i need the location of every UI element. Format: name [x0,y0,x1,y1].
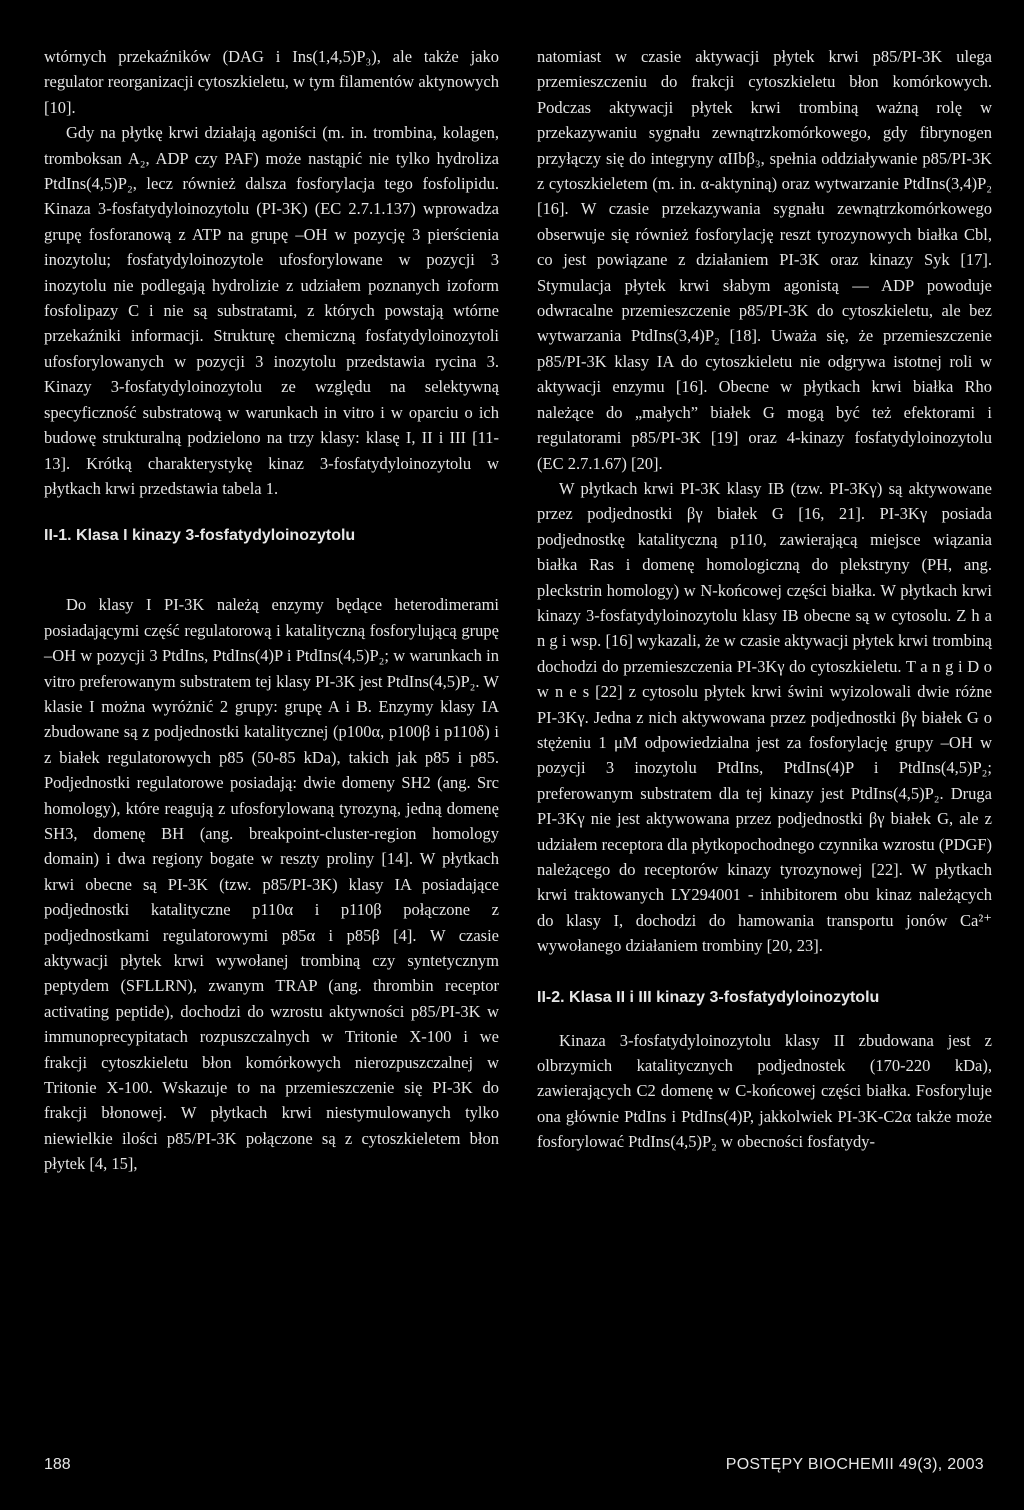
section-heading: II-2. Klasa II i III kinazy 3-fosfatydyloinozytolu [537,988,880,1006]
journal-name: POSTĘPY BIOCHEMII 49(3), 2003 [725,1456,984,1473]
paragraph: W płytkach krwi PI-3K klasy IB (tzw. PI-3Kγ) są aktywowane przez podjednostki βγ białek G [16, 21]. PI-3Kγ posiada podjednostkę katalityczną p110, zawierającą miejsce wiązania białka Ras i domenę homologiczną do plekstryny (PH, ang. pleckstrin homology) w N-końcowej części białka. W płytkach krwi kinazy 3-fosfatydyloinozytolu klasy IB obecne są w cytosolu. Z h a n g i wsp. [16] wykazali, że w czasie aktywacji płytek krwi trombiną dochodzi do przemieszczenia PI-3Kγ do cytoszkieletu. T a n g i D o w n e s [22] z cytosolu płytek krwi świni wyizolowali dwie różne PI-3Kγ. Jedna z nich aktywowana przez podjednostki βγ białek G o stężeniu 1 μM odpowiedzialna jest za fosforylację grupy –OH w pozycji 3 inozytolu PtdIns, PtdIns(4)P i PtdIns(4,5)P₂; preferowanym substratem dla tej kinazy jest PtdIns(4,5)P₂. Druga PI-3Kγ nie jest aktywowana przez podjednostki βγ białek G, ale z udziałem receptora dla płytkopochodnego czynnika wzrostu (PDGF) należącego do receptorów kinazy tyrozynowej [22]. W płytkach krwi traktowanych LY294001 - inhibitorem obu kinaz należących do klasy I, dochodzi do hamowania transportu jonów Ca²⁺ wywołanego działaniem trombiny [20, 23]. [537,478,992,956]
paragraph: Do klasy I PI-3K należą enzymy będące heterodimerami posiadającymi część regulatorową i katalityczną fosforylującą grupę –OH w pozycji 3 PtdIns, PtdIns(4)P i PtdIns(4,5)P₂; w warunkach in vitro preferowanym substratem tej klasy PI-3K jest PtdIns(4,5)P₂. W klasie I można wyróżnić 2 grupy: grupę A i B. Enzymy klasy IA zbudowane są z podjednostki katalitycznej (p100α, p100β i p110δ) i z białek regulatorowych p85 (50-85 kDa), takich jak p85 i p85. Podjednostki regulatorowe posiadają: dwie domeny SH2 (ang. Src homology), które reagują z ufosforylowaną tyrozyną, jedną domenę SH3, domenę BH (ang. breakpoint-cluster-region homology domain) i dwa regiony bogate w reszty proliny [14]. W płytkach krwi obecne są PI-3K (tzw. p85/PI-3K) klasy IA posiadające podjednostki katalityczne p110α i p110β połączone z podjednostkami regulatorowymi p85α i p85β [4]. W czasie aktywacji płytek krwi wywołanej trombiną czy syntetycznym peptydem (SFLLRN), zwanym TRAP (ang. thrombin receptor activating peptide), dochodzi do wzrostu aktywności p85/PI-3K w immunoprecypitatach rozpuszczalnych w Tritonie X-100 i we frakcji cytoszkieletu błon komórkowych nierozpuszczalnej w Tritonie X-100. Wskazuje to na przemieszczenie się PI-3K do frakcji błonowej. W płytkach krwi niestymulowanych tylko niewielkie ilości p85/PI-3K połączone są z cytoszkieletem błon płytek [4, 15], [44,595,499,1174]
paragraph: natomiast w czasie aktywacji płytek krwi p85/PI-3K ulega przemieszczeniu do frakcji cytoszkieletu błon komórkowych. Podczas aktywacji płytek krwi trombiną ważną rolę w przekazywaniu sygnału zewnątrzkomórkowego, gdy fibrynogen przyłączy się do integryny αIIbβ₃, spełnia oddziaływanie p85/PI-3K z cytoszkieletem (m. in. α-aktyniną) oraz wytwarzanie PtdIns(3,4)P₂ [16]. W czasie przekazywania sygnału zewnątrzkomórkowego obserwuje się również fosforylację reszt tyrozynowych białka Cbl, co jest powiązane z działaniem PI-3K oraz kinazy Syk [17]. Stymulacja płytek krwi słabym agonistą — ADP powoduje odwracalne przemieszczenie p85/PI-3K do cytoszkieletu, ale bez wytwarzania PtdIns(3,4)P₂ [18]. Uważa się, że przemieszczenie p85/PI-3K klasy IA do cytoszkieletu nie odgrywa istotnej roli w aktywacji enzymu [16]. Obecne w płytkach krwi białka Rho należące do „małych” białek G mogą być też efektorami i regulatorami p85/PI-3K [19] oraz 4-kinazy fosfatydyloinozytolu (EC 2.7.1.67) [20]. [537,47,992,473]
right-column [537,44,992,1155]
page-number: 188 [44,1456,71,1473]
paragraph: wtórnych przekaźników (DAG i Ins(1,4,5)P₃), ale także jako regulator reorganizacji cytoszkieletu, w tym filamentów aktynowych [10]. [44,47,499,117]
paragraph: Kinaza 3-fosfatydyloinozytolu klasy II zbudowana jest z olbrzymich katalitycznych podjednostek (170-220 kDa), zawierających C2 domenę w C-końcowej części białka. Fosforyluje ona głównie PtdIns i PtdIns(4)P, jakkolwiek PI-3K-C2α także może fosforylować PtdIns(4,5)P₂ w obecności fosfatydy- [537,1030,992,1152]
paragraph: Gdy na płytkę krwi działają agoniści (m. in. trombina, kolagen, tromboksan A₂, ADP czy PAF) może nastąpić nie tylko hydroliza PtdIns(4,5)P₂, lecz również dalsza fosforylacja tego fosfolipidu. Kinaza 3-fosfatydyloinozytolu (PI-3K) (EC 2.7.1.137) wprowadza grupę fosforanową z ATP na grupę –OH w pozycję 3 pierścienia inozytolu; fosfatydyloinozytole ufosforylowane w pozycji 3 inozytolu nie podlegają hydrolizie z udziałem poznanych izoform fosfolipazy C i nie są substratami, z których powstają wtórne przekaźniki informacji. Strukturę chemiczną fosfatydyloinozytoli ufosforylowanych w pozycji 3 inozytolu przedstawia rycina 3. Kinazy 3-fosfatydyloinozytolu ze względu na selektywną specyficzność substratową w warunkach in vitro i w oparciu o ich budowę strukturalną podzielono na trzy klasy: klasę I, II i III [11-13]. Krótką charakterystykę kinaz 3-fosfatydyloinozytolu w płytkach krwi przedstawia tabela 1. [44,123,499,498]
section-heading: II-1. Klasa I kinazy 3-fosfatydyloinozytolu [44,527,356,545]
left-column [44,44,499,1177]
